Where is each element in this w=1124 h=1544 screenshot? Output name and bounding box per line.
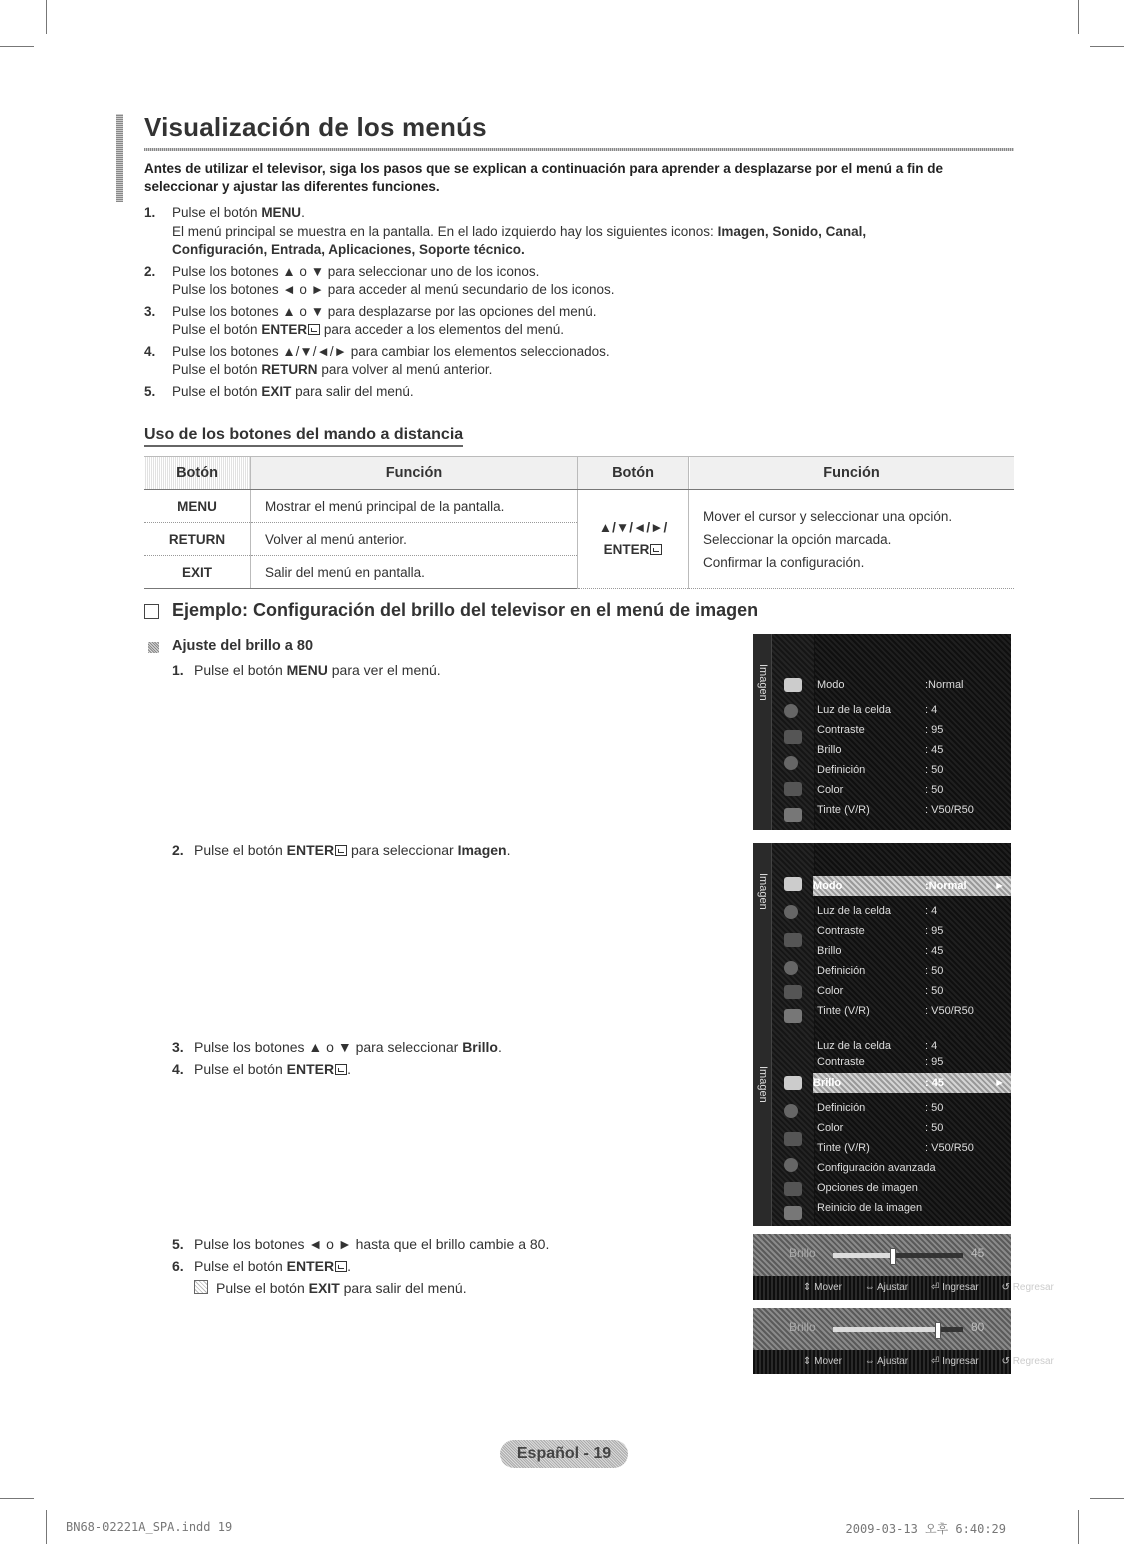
crop-mark [46,1510,47,1544]
chevron-right-icon: ► [994,880,1005,892]
menu-item-selected[interactable] [813,1073,1011,1093]
step-text: Pulse el botón [194,842,287,858]
adjust-title: Ajuste del brillo a 80 [172,638,314,654]
menu-item-value: :Normal [925,679,964,691]
step-key: Configuración, Entrada, Aplicaciones, Soporte técnico. [172,242,525,257]
menu-item-value: : 95 [925,1056,944,1068]
crop-mark [1090,46,1124,47]
picture-icon [784,678,802,692]
bullet-square-icon [148,642,159,653]
hint-text: Mover [814,1282,842,1293]
step-text: Pulse los botones ◄ o ► hasta que el brillo cambie a 80. [194,1236,550,1252]
note-icon [194,1280,208,1294]
step-text: . [497,1039,502,1055]
step-text: Pulse el botón [172,205,262,220]
menu-item-selected[interactable] [813,876,1011,896]
function-text: Confirmar la configuración. [703,554,865,570]
chevron-right-icon: ► [994,1077,1005,1089]
menu-item-label: Brillo [817,945,842,957]
crop-mark [46,0,47,34]
menu-item-value: : 45 [925,1077,944,1089]
menu-item-value: :Normal [925,880,967,892]
enter-icon [335,845,347,856]
table-cell: Salir del menú en pantalla. [251,556,578,589]
menu-item-label: Contraste [817,724,865,736]
input-icon [784,782,802,796]
step-text: Pulse los botones ▲ o ▼ para seleccionar uno de los iconos. [172,263,540,279]
remote-buttons-table [144,456,1014,589]
example-step [172,842,511,858]
menu-item-label: Modo [817,679,845,691]
step-text: para seleccionar [347,842,458,858]
menu-icon-column [772,1036,814,1226]
table-cell: RETURN [144,523,251,556]
menu-item[interactable] [817,780,1007,800]
table-cell: Volver al menú anterior. [251,523,578,556]
crop-mark [1078,0,1079,34]
return-hint: ↺ Regresar [1001,1282,1054,1293]
setup-gear-icon [784,1158,798,1172]
step-number: 1. [144,205,156,220]
menu-item-value: : 50 [925,1122,944,1134]
menu-item-label: Contraste [817,925,865,937]
channel-icon [784,933,802,947]
menu-item-value: : 45 [925,744,944,756]
step-key: Imagen [457,842,507,858]
enter-hint: ⏎ Ingresar [930,1282,979,1293]
menu-item-label: Tinte (V/R) [817,1005,870,1017]
menu-item-label: Reinicio de la imagen [817,1202,923,1214]
menu-item[interactable] [817,740,1007,760]
remote-heading: Uso de los botones del mando a distancia [144,426,463,447]
nav-buttons-label: ▲/▼/◄/►/ [598,520,668,535]
step-number: 4. [144,343,156,359]
menu-item-label: Color [817,1122,844,1134]
menu-item[interactable] [817,760,1007,780]
page-title: Visualización de los menús [144,112,487,142]
brightness-slider-screen-2 [753,1308,1054,1374]
table-cell-nav-buttons [578,490,689,589]
menu-item[interactable] [817,1178,1007,1198]
table-cell: EXIT [144,556,251,589]
enter-icon [335,1064,347,1075]
intro-text: Antes de utilizar el televisor, siga los pasos que se explican a continuación para aprender a desplazarse por el menú a fin de seleccionar y ajustar las diferentes funciones. [144,161,944,194]
menu-tab-label: Imagen [757,664,769,701]
table-header: Función [689,457,1015,490]
step-text: . [347,1258,351,1274]
step-number: 5. [172,1236,184,1252]
table-header: Función [251,457,578,490]
step-text: Pulse el botón [172,322,262,337]
menu-tab-label: Imagen [757,873,769,910]
step-text: Pulse el botón [194,1061,287,1077]
table-cell: MENU [144,490,251,523]
slider-track[interactable] [833,1327,963,1332]
example-heading: Ejemplo: Configuración del brillo del televisor en el menú de imagen [172,600,759,620]
menu-item[interactable] [817,1158,1007,1178]
menu-item-value: : V50/R50 [925,1142,974,1154]
menu-item-label: Definición [817,764,866,776]
move-hint: ⇕ Mover [803,1356,842,1367]
hint-text: Ingresar [942,1282,979,1293]
note-text: para salir del menú. [339,1280,467,1296]
enter-label: ENTER [603,542,650,557]
step-text: Pulse los botones ◄ o ► para acceder al menú secundario de los iconos. [172,282,615,297]
slider-label: Brillo [789,1246,816,1260]
step-key: Imagen, Sonido, Canal, [717,223,867,239]
enter-hint: ⏎ Ingresar [930,1356,979,1367]
menu-item[interactable] [817,921,1007,941]
slider-track[interactable] [833,1253,963,1258]
move-hint: ⇕ Mover [803,1282,842,1293]
step-text: Pulse el botón [194,1258,287,1274]
step-text: Pulse los botones ▲/▼/◄/► para cambiar los elementos seleccionados. [172,343,610,359]
channel-icon [784,730,802,744]
table-cell-nav-functions [689,490,1015,589]
menu-item-value: : 50 [925,764,944,776]
picture-icon [784,1076,802,1090]
step-key: ENTER [261,322,308,337]
crop-mark [0,46,34,47]
function-text: Seleccionar la opción marcada. [703,531,892,547]
menu-item[interactable] [817,1118,1007,1138]
application-icon [784,1009,802,1023]
menu-item-value: : 50 [925,965,944,977]
step-key: ENTER [286,1061,335,1077]
step-item [144,383,1024,402]
menu-item[interactable] [817,941,1007,961]
page-footer: Español - 19 [500,1440,628,1468]
menu-item-value: : 95 [925,925,944,937]
step-key: ENTER [286,842,335,858]
menu-item-value: : 4 [925,1040,938,1052]
sound-icon [784,905,798,919]
menu-item-label: Color [817,784,844,796]
menu-item[interactable] [817,1098,1007,1118]
hint-text: Ajustar [876,1356,909,1367]
step-key: ENTER [286,1258,335,1274]
step-number: 2. [172,842,184,858]
application-icon [784,1206,802,1220]
crop-mark [1078,1510,1079,1544]
menu-item-value: : 50 [925,1102,944,1114]
example-step [172,662,441,678]
setup-gear-icon [784,961,798,975]
enter-icon [308,324,320,335]
step-number: 3. [172,1039,184,1055]
step-number: 4. [172,1061,184,1077]
menu-item[interactable] [817,1052,1007,1072]
step-key: MENU [261,205,302,220]
menu-item-label: Tinte (V/R) [817,804,870,816]
menu-item-label: Definición [817,965,866,977]
menu-item[interactable] [817,901,1007,921]
menu-item-value: : 4 [925,704,938,716]
menu-item[interactable] [817,961,1007,981]
step-number: 3. [144,303,156,319]
sound-icon [784,1104,798,1118]
step-key: Brillo [462,1039,498,1055]
step-key: MENU [286,662,328,678]
step-item [144,204,1024,260]
menu-item-label: Luz de la celda [817,704,891,716]
print-slug-left: BN68-02221A_SPA.indd 19 [66,1520,233,1534]
menu-tab [753,1036,772,1226]
step-text: El menú principal se muestra en la pantalla. En el lado izquierdo hay los siguientes iconos: [172,223,718,239]
step-text: para salir del menú. [291,383,414,399]
menu-item[interactable] [817,675,1007,695]
menu-item[interactable] [817,700,1007,720]
slider-value: 45 [971,1246,985,1260]
menu-item-value: : 4 [925,905,938,917]
enter-icon [335,1261,347,1272]
hint-text: Ingresar [942,1356,979,1367]
table-header: Botón [144,457,251,490]
step-item [144,343,1024,380]
setup-gear-icon [784,756,798,770]
steps-list [144,204,1024,404]
slider-fill [833,1327,937,1332]
tv-menu-screen-3 [753,1036,1011,1226]
step-number: 2. [144,263,156,279]
note-text: Pulse el botón [216,1280,309,1296]
title-accent-bar [116,114,123,202]
step-item [144,263,1024,300]
slider-hints [803,1282,1074,1293]
step-number: 1. [172,662,184,678]
menu-item[interactable] [817,981,1007,1001]
menu-item-label: Luz de la celda [817,905,891,917]
menu-item-label: Color [817,985,844,997]
checkbox-icon [144,604,159,619]
hint-text: Mover [814,1356,842,1367]
menu-item-label: Definición [817,1102,866,1114]
menu-item-value: : 50 [925,784,944,796]
menu-item-label: Luz de la celda [817,1040,891,1052]
menu-item-value: : V50/R50 [925,1005,974,1017]
tv-menu-screen-1 [753,634,1011,830]
hint-text: Regresar [1012,1356,1054,1367]
step-text: para ver el menú. [327,662,441,678]
example-step [172,1258,351,1274]
adjust-hint: ⇔ Ajustar [864,1356,909,1367]
menu-item-label: Brillo [817,744,842,756]
print-slug-right: 2009-03-13 오후 6:40:29 [845,1522,1006,1536]
input-icon [784,985,802,999]
sound-icon [784,704,798,718]
adjust-hint: ⇔ Ajustar [864,1282,909,1293]
menu-tab [753,843,772,1039]
step-number: 5. [144,383,156,399]
example-step [172,1236,549,1252]
example-step [172,1039,502,1055]
step-text: Pulse el botón [194,662,287,678]
step-text: . [347,1061,351,1077]
menu-item-value: : V50/R50 [925,804,974,816]
step-item [144,303,1024,340]
table-cell: Mostrar el menú principal de la pantalla. [251,490,578,523]
slider-hints [803,1356,1074,1367]
picture-icon [784,877,802,891]
step-key: RETURN [261,362,318,377]
crop-mark [0,1498,34,1499]
menu-item-label: Opciones de imagen [817,1182,918,1194]
slider-fill [833,1253,892,1258]
step-text: Pulse los botones ▲ o ▼ para desplazarse por las opciones del menú. [172,303,597,319]
note [194,1280,467,1296]
channel-icon [784,1132,802,1146]
hint-text: Regresar [1012,1282,1054,1293]
tv-menu-screen-2 [753,843,1011,1039]
menu-item[interactable] [817,1138,1007,1158]
menu-item-label: Brillo [813,1077,842,1089]
input-icon [784,1182,802,1196]
menu-item-label: Tinte (V/R) [817,1142,870,1154]
step-text: para volver al menú anterior. [317,362,493,377]
menu-item[interactable] [817,800,1007,820]
menu-item-label: Configuración avanzada [817,1162,936,1174]
table-row [144,490,1014,523]
step-text: Pulse los botones ▲ o ▼ para seleccionar [194,1039,463,1055]
table-header: Botón [578,457,689,490]
note-key: EXIT [308,1280,340,1296]
example-step [172,1061,351,1077]
menu-item[interactable] [817,1001,1007,1021]
slider-knob[interactable] [935,1322,941,1339]
menu-item[interactable] [817,1198,1007,1218]
menu-item-value: : 45 [925,945,944,957]
menu-item-label: Contraste [817,1056,865,1068]
crop-mark [1090,1498,1124,1499]
step-text: Pulse el botón [172,383,262,399]
application-icon [784,808,802,822]
brightness-slider-screen-1 [753,1234,1054,1300]
hint-text: Ajustar [876,1282,909,1293]
slider-label: Brillo [789,1320,816,1334]
menu-item-label: Modo [813,880,843,892]
function-text: Mover el cursor y seleccionar una opción. [703,508,953,524]
step-text: para acceder a los elementos del menú. [320,322,564,337]
title-rule [144,148,1014,151]
menu-tab [753,634,772,830]
enter-icon [650,544,662,555]
return-hint: ↺ Regresar [1001,1356,1054,1367]
step-text: Pulse el botón [172,362,262,377]
step-key: EXIT [261,383,292,399]
slider-knob[interactable] [890,1248,896,1265]
step-text: . [506,842,511,858]
menu-item-value: : 95 [925,724,944,736]
menu-tab-label: Imagen [757,1066,769,1103]
menu-item-value: : 50 [925,985,944,997]
step-number: 6. [172,1258,184,1274]
slider-value: 80 [971,1320,985,1334]
step-text: . [301,205,305,220]
menu-item[interactable] [817,720,1007,740]
